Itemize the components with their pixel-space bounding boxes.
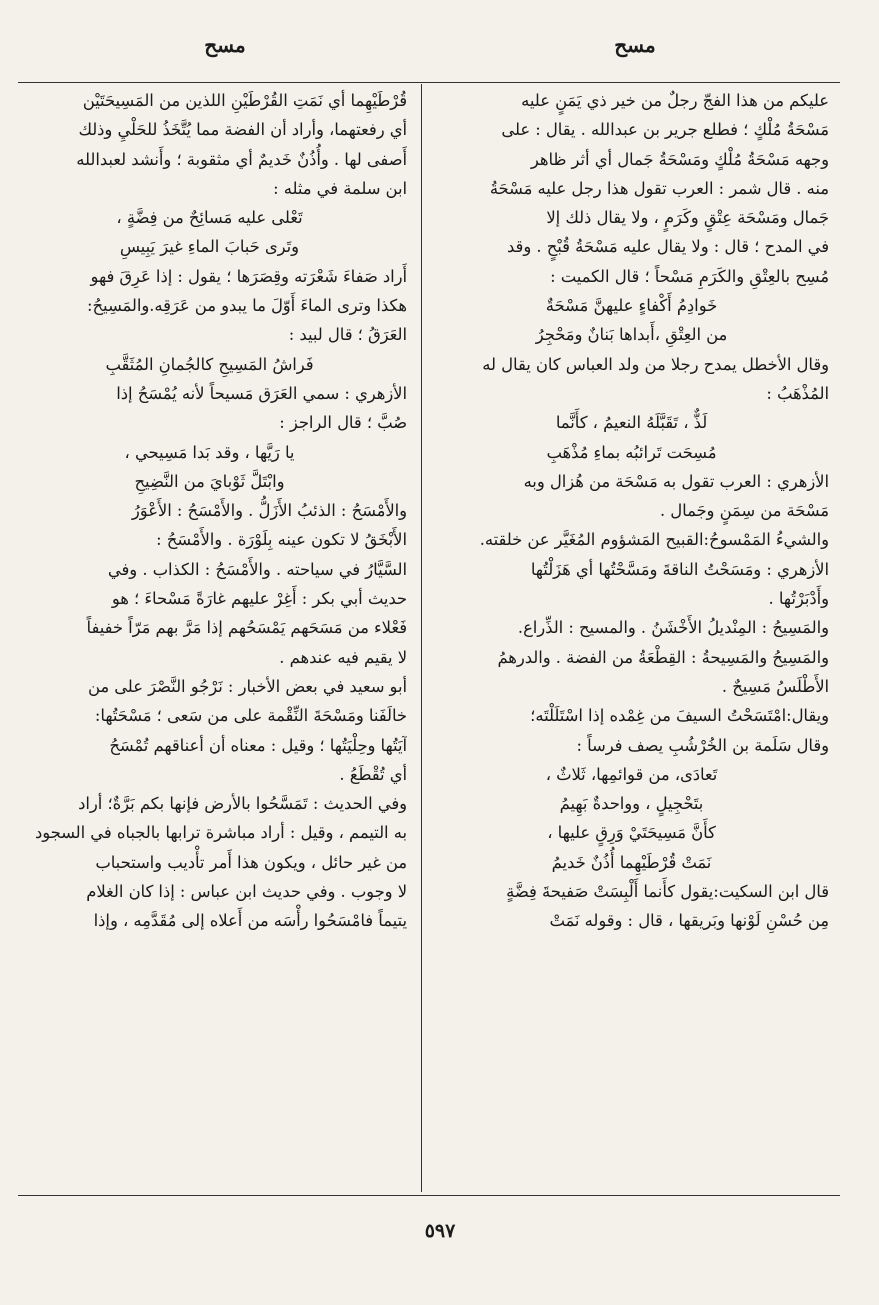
verse-line: فَراشُ المَسِيحِ كالجُمانِ المُثَقَّبِ: [105, 354, 314, 374]
text-line: قُرْطَيْهِما أي نَمَتِ القُرْطَيْنِ اللذين من المَسِيحَتَيْن: [82, 91, 407, 110]
text-line: أي تُقْطَعُ .: [339, 764, 407, 784]
text-line: منه . قال شمر : العرب تقول هذا رجل عليه مَسْحَةُ: [489, 178, 829, 198]
left-column: [12, 86, 407, 1188]
text-line: أبو سعيد في بعض الأخبار : نَرْجُو النَّصْرَ على من: [87, 676, 407, 696]
text-line: وفي الحديث : تَمَسَّحُوا بالأرض فإنها بكم بَرَّةٌ؛ أراد: [78, 794, 407, 814]
text-line: والشيءُ المَمْسوحُ:القبيح المَشؤوم المُغَيَّر عن خلقته.: [479, 530, 829, 550]
text-line: مُسِح بالعِتْقِ والكَرَمِ مَسْحاً ؛ قال الكميت :: [550, 266, 829, 286]
text-line: الأزهري : سمي العَرَق مَسيحاً لأنه يُمْسَحُ إذا: [116, 383, 407, 403]
text-line: خالَفَنا ومَسْحَةَ النِّقْمة على من سَعى ؛ مَسْحَتُها:: [94, 706, 407, 726]
text-line: السَّيَّارُ في سياحته . والأَمْسَحُ : الكذاب . وفي: [107, 559, 407, 579]
column-divider: [421, 84, 422, 1192]
text-line: به التيمم ، وقيل : أراد مباشرة ترابها بالجباه في السجود: [34, 823, 407, 843]
text-line: الأزهري : ومَسَحْتُ الناقةَ ومَسَّحْتُها أي هَزَلْتُها: [530, 559, 829, 579]
text-line: وقال الأخطل يمدح رجلا من ولد العباس كان يقال له: [482, 354, 829, 374]
verse-line: مُسِحَت تَرائبُه بماءِ مُذْهَبِ: [546, 442, 717, 462]
text-line: مِن حُسْنِ لَوْنها وبَريقها ، قال : وقوله نَمَتْ: [549, 911, 829, 931]
text-line: يتيماً فامْسَحُوا رأْسَه من أَعلاه إلى مُقَدَّمِه ، وإذا: [93, 911, 407, 931]
running-header-right: مسح: [614, 33, 656, 57]
text-line: أَراد صَفاءَ شَعْرَته وقِصَرَها ؛ يقول : إذا عَرِقَ فهو: [90, 266, 407, 286]
text-line: مَسْحَة من سِمَنٍ وجَمال .: [659, 501, 829, 521]
verse-line: تَعادَى، من قوائمِها، ثَلاثٌ ،: [545, 764, 718, 784]
text-line: أَصفى لها . وأُذُنٌ خَديمٌ أي مثقوبة ؛ وأَنشد لعبدالله: [76, 149, 407, 169]
text-line: حديث أبي بكر : أَغِرْ عليهم غارَةً مَسْحاءَ ؛ هو: [111, 589, 407, 609]
verse-line: من العِتْقِ ،أَبداها بَنانٌ ومَحْجِرُ: [535, 325, 728, 345]
text-line: جَمال ومَسْحَة عِتْقٍ وكَرَمٍ ، ولا يقال ذلك إلا: [546, 208, 829, 228]
verse-line: كأَنَّ مَسِيحَتَيْ وَرِقٍ عليها ،: [547, 823, 716, 843]
text-line: الأَبْخَقُ لا تكون عينه بِلَوْرَة . والأَمْسَحُ :: [156, 530, 407, 550]
verse-line: وابْتَلَّ ثَوْبايَ من النَّضِيحِ: [134, 471, 285, 491]
text-line: صُبَّ ؛ قال الراجز :: [279, 413, 407, 433]
text-line: هكذا وترى الماءَ أَوّلَ ما يبدو من عَرَقِه.والمَسِيحُ:: [87, 296, 407, 316]
text-line: الأَطْلَسُ مَسِيحٌ .: [721, 676, 829, 696]
text-line: مَسْحَةُ مُلْكٍ ؛ فطلع جرير بن عبدالله . يقال : على: [501, 120, 829, 140]
text-line: قال ابن السكيت:يقول كأَنما أَلْبِسَتْ صَفيحةَ فِضَّةٍ: [506, 882, 829, 902]
text-line: في المدح ؛ قال : ولا يقال عليه مَسْحَةُ قُبْحٍ . وقد: [507, 237, 829, 257]
verse-line: خَوادِمُ أَكْفاءٍ عليهنَّ مَسْحَةٌ: [545, 296, 718, 316]
text-line: ويقال:امْتَسَحْتُ السيفَ من غِمْده إذا اسْتَلَلْتَه؛: [530, 706, 829, 726]
text-line: المُذْهَبُ :: [766, 383, 829, 403]
verse-line: وتَرى حَبابَ الماءِ غيرَ يَبِيسِ: [119, 237, 300, 257]
text-line: والمَسِيحُ والمَسِيحةُ : القِطْعَةُ من الفضة . والدرهمُ: [497, 647, 829, 667]
right-column: [434, 86, 829, 1188]
verse-line: نَمَتْ قُرْطَيْهِما أُذُنٌ خَديمُ: [551, 852, 712, 872]
text-line: الأزهري : العرب تقول به مَسْحَة من هُزال وبه: [523, 471, 829, 491]
verse-line: تَعْلى عليه مَسائِحٌ من فِضَّةٍ ،: [116, 208, 303, 228]
page-number: ٥٩٧: [424, 1220, 456, 1242]
text-line: وأَدْبَرْتُها .: [768, 589, 829, 609]
verse-line: بتَحْجِيلٍ ، وواحدةٌ بَهِيمُ: [559, 794, 704, 814]
verse-line: لَذٌّ ، تَقَبَّلَهُ النعيمُ ، كأَنَّما: [555, 413, 708, 433]
text-line: العَرَقُ ؛ قال لبيد :: [288, 325, 407, 345]
text-line: والأَمْسَحُ : الذئبُ الأَزَلُّ . والأَمْسَحُ : الأَعْوَرُ: [131, 501, 407, 521]
verse-line: يا رَيَّها ، وقد بَدا مَسِيحي ،: [124, 442, 295, 462]
text-line: من غير حائل ، ويكون هذا أَمر تأْديب واستحباب: [95, 852, 407, 872]
text-line: ابن سلمة في مثله :: [273, 178, 407, 198]
text-line: لا وجوب . وفي حديث ابن عباس : إذا كان الغلام: [86, 882, 407, 902]
text-line: آيَتُها وحِلْيَتُها ؛ وقيل : معناه أن أعناقهم تُمْسَحُ: [109, 735, 407, 755]
text-line: وقال سَلَمة بن الخُرْشُبِ يصف فرساً :: [576, 735, 829, 755]
text-line: أي رفعتهما، وأراد أن الفضة مما يُتَّخَذُ للحَلْيِ وذلك: [78, 120, 407, 140]
text-line: والمَسِيحُ : المِنْديلُ الأَخْشَنُ . والمسيح : الذِّراع.: [517, 618, 829, 638]
footer-rule: [18, 1195, 840, 1196]
text-line: لا يقيم فيه عندهم .: [279, 647, 407, 667]
running-header-left: مسح: [204, 33, 246, 57]
header-rule: [18, 82, 840, 83]
text-line: فَعْلاء من مَسَحَهم يَمْسَحُهم إذا مَرَّ بهم مَرّاً خفيفاً: [86, 618, 407, 638]
text-line: عليكم من هذا الفجّ رجلٌ من خير ذي يَمَنٍ عليه: [521, 91, 829, 110]
text-line: وجهه مَسْحَةُ مُلْكٍ ومَسْحَةُ جَمال أي أثر ظاهر: [530, 149, 829, 169]
